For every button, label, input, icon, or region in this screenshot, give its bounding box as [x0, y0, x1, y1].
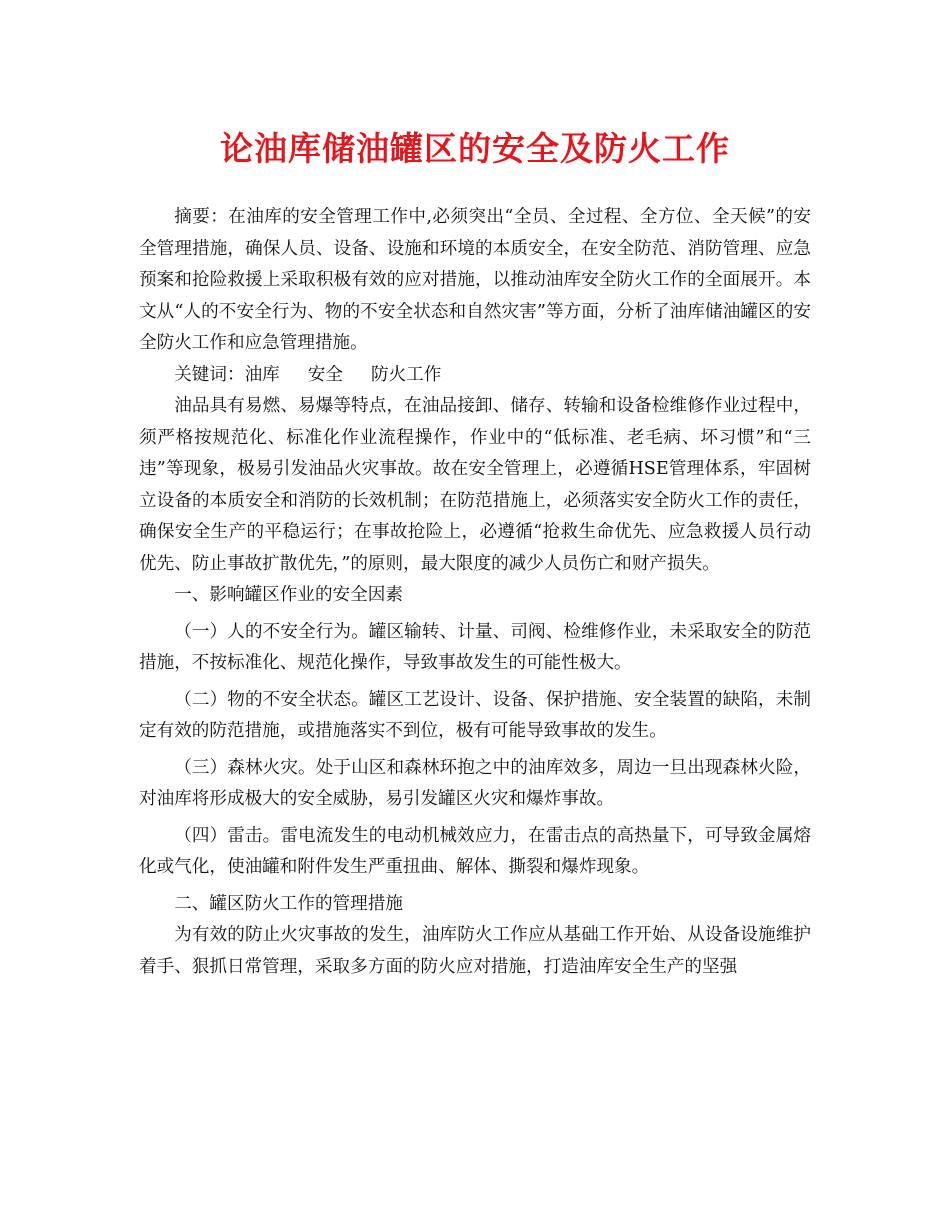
- document-title: 论油库储油罐区的安全及防火工作: [220, 129, 730, 168]
- keywords-label: 关键词：油库: [174, 364, 280, 385]
- section-2-heading: 二、罐区防火工作的管理措施: [174, 893, 403, 914]
- keyword-safety: 安全: [307, 364, 343, 385]
- keywords-line: [139, 360, 811, 392]
- section-1-heading: 一、影响罐区作业的安全因素: [174, 585, 403, 605]
- abstract-paragraph: 摘要：在油库的安全管理工作中,必须突出“全员、全过程、全方位、全天候”的安全管理措施，确保人员、设备、设施和环境的本质安全，在安全防范、消防管理、应急预案和抢险救援上采取积极有效的应对措施，以推动油库安全防火工作的全面展开。本文从“人的不安全行为、物的不安全状态和自然灾害”等方面，分析了油库储油罐区的安全防火工作和应急管理措施。: [139, 207, 811, 353]
- section-1-item-2: （二）物的不安全状态。罐区工艺设计、设备、保护措施、安全装置的缺陷，未制定有效的防范措施，或措施落实不到位，极有可能导致事故的发生。: [139, 689, 811, 741]
- intro-paragraph: 油品具有易燃、易爆等特点，在油品接卸、储存、转输和设备检维修作业过程中，须严格按规范化、标准化作业流程操作，作业中的“低标准、老毛病、坏习惯”和“三违”等现象，极易引发油品火灾事故。故在安全管理上，必遵循HSE管理体系，牢固树立设备的本质安全和消防的长效机制；在防范措施上，必须落实安全防火工作的责任，确保安全生产的平稳运行；在事故抢险上，必遵循“抢救生命优先、应急救援人员行动优先、防止事故扩散优先，”的原则，最大限度的减少人员伤亡和财产损失。: [139, 396, 811, 574]
- document-body: [139, 202, 811, 983]
- section-2-paragraph: 为有效的防止火灾事故的发生，油库防火工作应从基础工作开始、从设备设施维护着手、狠抓日常管理，采取多方面的防火应对措施，打造油库安全生产的坚强: [139, 925, 811, 977]
- section-1-item-4: （四）雷击。雷电流发生的电动机械效应力，在雷击点的高热量下，可导致金属熔化或气化，使油罐和附件发生严重扭曲、解体、撕裂和爆炸现象。: [139, 825, 811, 877]
- section-1-item-1: （一）人的不安全行为。罐区输转、计量、司阀、检维修作业，未采取安全的防范措施，不按标准化、规范化操作，导致事故发生的可能性极大。: [139, 621, 811, 673]
- section-1-item-3: （三）森林火灾。处于山区和森林环抱之中的油库效多，周边一旦出现森林火险，对油库将形成极大的安全威胁，易引发罐区火灾和爆炸事故。: [139, 757, 811, 809]
- keyword-fire-prevention: 防火工作: [370, 364, 442, 385]
